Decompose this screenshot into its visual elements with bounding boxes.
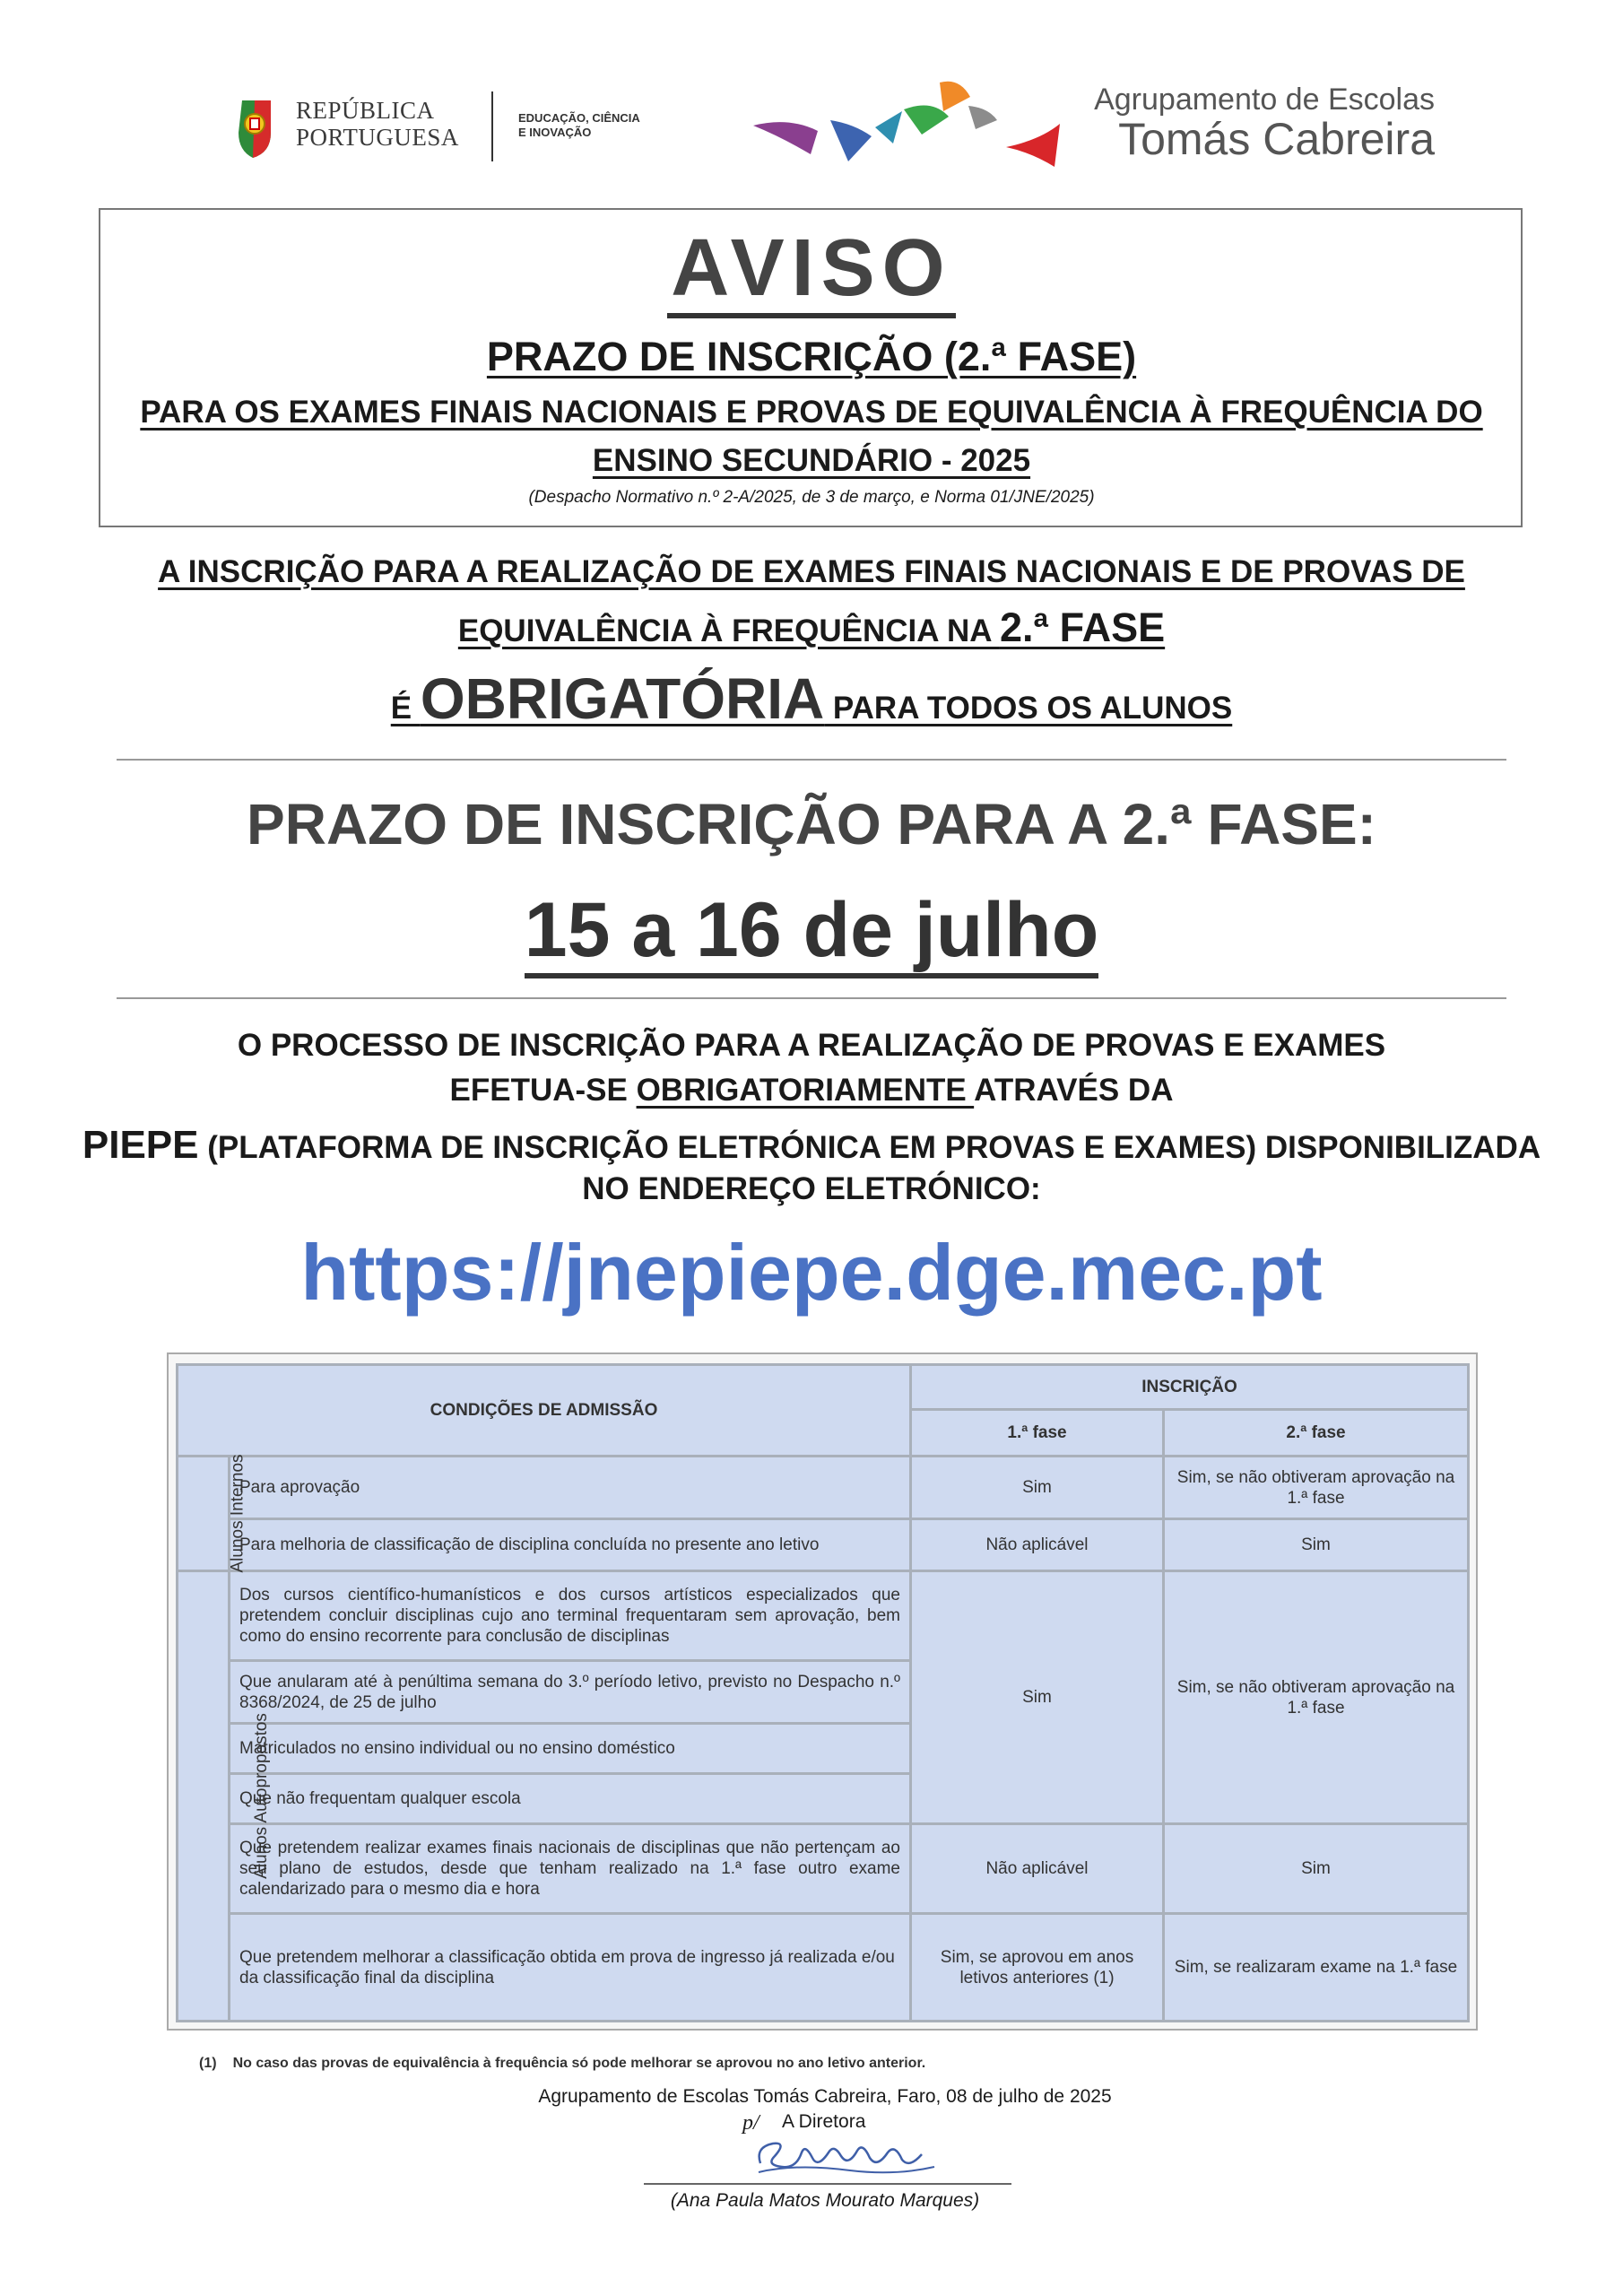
deadline-dates-text: 15 a 16 de julho bbox=[525, 887, 1098, 978]
process-line-1: O PROCESSO DE INSCRIÇÃO PARA A REALIZAÇÃO DE PROVAS E EXAMES bbox=[237, 1028, 1386, 1063]
mandatory-line-2a: EQUIVALÊNCIA À FREQUÊNCIA NA bbox=[457, 613, 1000, 648]
process-platform: PIEPE bbox=[82, 1123, 199, 1167]
school-name-line-1: Agrupamento de Escolas bbox=[1094, 83, 1435, 117]
divider-top bbox=[117, 759, 1506, 761]
mandatory-phase: 2.ª FASE bbox=[999, 604, 1166, 650]
table-cell-phase1: Sim bbox=[911, 1457, 1164, 1519]
group-internal-label: Alunos Internos bbox=[228, 1454, 247, 1573]
mandatory-line-1: A INSCRIÇÃO PARA A REALIZAÇÃO DE EXAMES FINAIS NACIONAIS E DE PROVAS DE bbox=[158, 554, 1465, 589]
signature-image bbox=[742, 2117, 958, 2179]
process-line-3 bbox=[0, 1123, 1623, 1168]
process-line-2 bbox=[0, 1073, 1623, 1109]
process-line-2c: ATRAVÉS DA bbox=[974, 1073, 1174, 1108]
ministry-line-1: EDUCAÇÃO, CIÊNCIA bbox=[518, 111, 640, 125]
table-cell-phase1: Não aplicável bbox=[911, 1519, 1164, 1571]
place-date: Agrupamento de Escolas Tomás Cabreira, Faro, 08 de julho de 2025 bbox=[538, 2086, 1112, 2107]
table-cell-condition: Dos cursos científico-humanísticos e dos cursos artísticos especializados que pretendem concluir disciplinas cujo ano terminal frequentaram sem aprovação, bem como do ensino recorrente para conclusão de disciplinas bbox=[230, 1571, 911, 1661]
table-cell-condition: Que pretendem melhorar a classificação obtida em prova de ingresso já realizada e/ou da classificação final da disciplina bbox=[230, 1914, 911, 2022]
signature-line bbox=[644, 2183, 1011, 2185]
footnote-mark: (1) bbox=[199, 2056, 217, 2071]
legal-reference: (Despacho Normativo n.º 2-A/2025, de 3 de março, e Norma 01/JNE/2025) bbox=[528, 488, 1095, 507]
mandatory-line-3a: É bbox=[390, 691, 421, 726]
group-internal bbox=[178, 1454, 247, 1573]
table-cell-phase2: Sim, se não obtiveram aprovação na 1.ª fase bbox=[1164, 1457, 1469, 1519]
director-label: A Diretora bbox=[782, 2111, 866, 2132]
school-logo-icon bbox=[744, 74, 1067, 172]
table-cell-condition: Para aprovação bbox=[230, 1457, 911, 1519]
exams-line-1: PARA OS EXAMES FINAIS NACIONAIS E PROVAS DE EQUIVALÊNCIA À FREQUÊNCIA DO bbox=[140, 395, 1483, 430]
mandatory-line-3 bbox=[0, 665, 1623, 732]
table-cell-condition: Que pretendem realizar exames finais nacionais de disciplinas que não pertençam ao seu plano de estudos, desde que tenham realizado na 1.ª fase outro exame calendarizado para o mesmo dia e hora bbox=[230, 1824, 911, 1914]
footnote-text: No caso das provas de equivalência à frequência só pode melhorar se aprovou no ano letivo anterior. bbox=[232, 2056, 926, 2071]
notice-title-text: AVISO bbox=[667, 223, 955, 318]
process-line-3b: (PLATAFORMA DE INSCRIÇÃO ELETRÓNICA EM PROVAS E EXAMES) DISPONIBILIZADA bbox=[198, 1130, 1541, 1165]
republic-line-1: REPÚBLICA bbox=[296, 97, 435, 124]
table-footnote bbox=[199, 2056, 942, 2072]
header-divider bbox=[491, 91, 493, 161]
conditions-header: CONDIÇÕES DE ADMISSÃO bbox=[178, 1365, 911, 1457]
phase1-header: 1.ª fase bbox=[911, 1410, 1164, 1457]
deadline-dates bbox=[0, 886, 1623, 975]
group-self bbox=[178, 1571, 271, 2022]
divider-bottom bbox=[117, 997, 1506, 999]
process-line-2a: EFETUA-SE bbox=[449, 1073, 637, 1108]
mandatory-line-2 bbox=[0, 604, 1623, 651]
republic-line-2: PORTUGUESA bbox=[296, 124, 459, 151]
phase2-header: 2.ª fase bbox=[1164, 1410, 1469, 1457]
deadline-label: PRAZO DE INSCRIÇÃO PARA A 2.ª FASE: bbox=[247, 792, 1376, 857]
table-cell-condition: Matriculados no ensino individual ou no ensino doméstico bbox=[230, 1724, 911, 1774]
table-cell-phase1: Não aplicável bbox=[911, 1824, 1164, 1914]
table-cell-condition: Que não frequentam qualquer escola bbox=[230, 1774, 911, 1824]
table-cell-phase2: Sim, se não obtiveram aprovação na 1.ª fase bbox=[1164, 1571, 1469, 1824]
table-cell-condition: Que anularam até à penúltima semana do 3.º período letivo, previsto no Despacho n.º 8368/2024, de 25 de julho bbox=[230, 1661, 911, 1724]
notice-title bbox=[0, 222, 1623, 315]
republic-emblem-icon bbox=[235, 97, 280, 161]
table-cell-condition: Para melhoria de classificação de disciplina concluída no presente ano letivo bbox=[230, 1519, 911, 1571]
pa-mark: p/ bbox=[742, 2111, 759, 2135]
table-cell-phase1: Sim bbox=[911, 1571, 1164, 1824]
registration-url-link[interactable]: https://jnepiepe.dge.mec.pt bbox=[300, 1228, 1323, 1317]
mandatory-line-3c: PARA TODOS OS ALUNOS bbox=[824, 691, 1233, 726]
school-name-line-2: Tomás Cabreira bbox=[1118, 114, 1435, 164]
mandatory-emphasis: OBRIGATÓRIA bbox=[420, 666, 825, 731]
ministry-line-2: E INOVAÇÃO bbox=[518, 126, 592, 139]
admission-table bbox=[176, 1363, 1470, 2022]
exams-line-2: ENSINO SECUNDÁRIO - 2025 bbox=[592, 443, 1031, 478]
process-mandatory: OBRIGATORIAMENTE bbox=[636, 1073, 975, 1108]
ministry-name bbox=[518, 111, 640, 140]
republic-name bbox=[296, 97, 459, 151]
table-cell-phase1: Sim, se aprovou em anos letivos anteriores (1) bbox=[911, 1914, 1164, 2022]
table-cell-phase2: Sim, se realizaram exame na 1.ª fase bbox=[1164, 1914, 1469, 2022]
director-name: (Ana Paula Matos Mourato Marques) bbox=[670, 2190, 980, 2211]
registration-header: INSCRIÇÃO bbox=[911, 1365, 1469, 1410]
group-self-label: Alunos Autopropostos bbox=[251, 1713, 271, 1879]
process-line-4: NO ENDEREÇO ELETRÓNICO: bbox=[582, 1171, 1041, 1206]
table-cell-phase2: Sim bbox=[1164, 1824, 1469, 1914]
table-cell-phase2: Sim bbox=[1164, 1519, 1469, 1571]
notice-subtitle: PRAZO DE INSCRIÇÃO (2.ª FASE) bbox=[486, 334, 1137, 379]
